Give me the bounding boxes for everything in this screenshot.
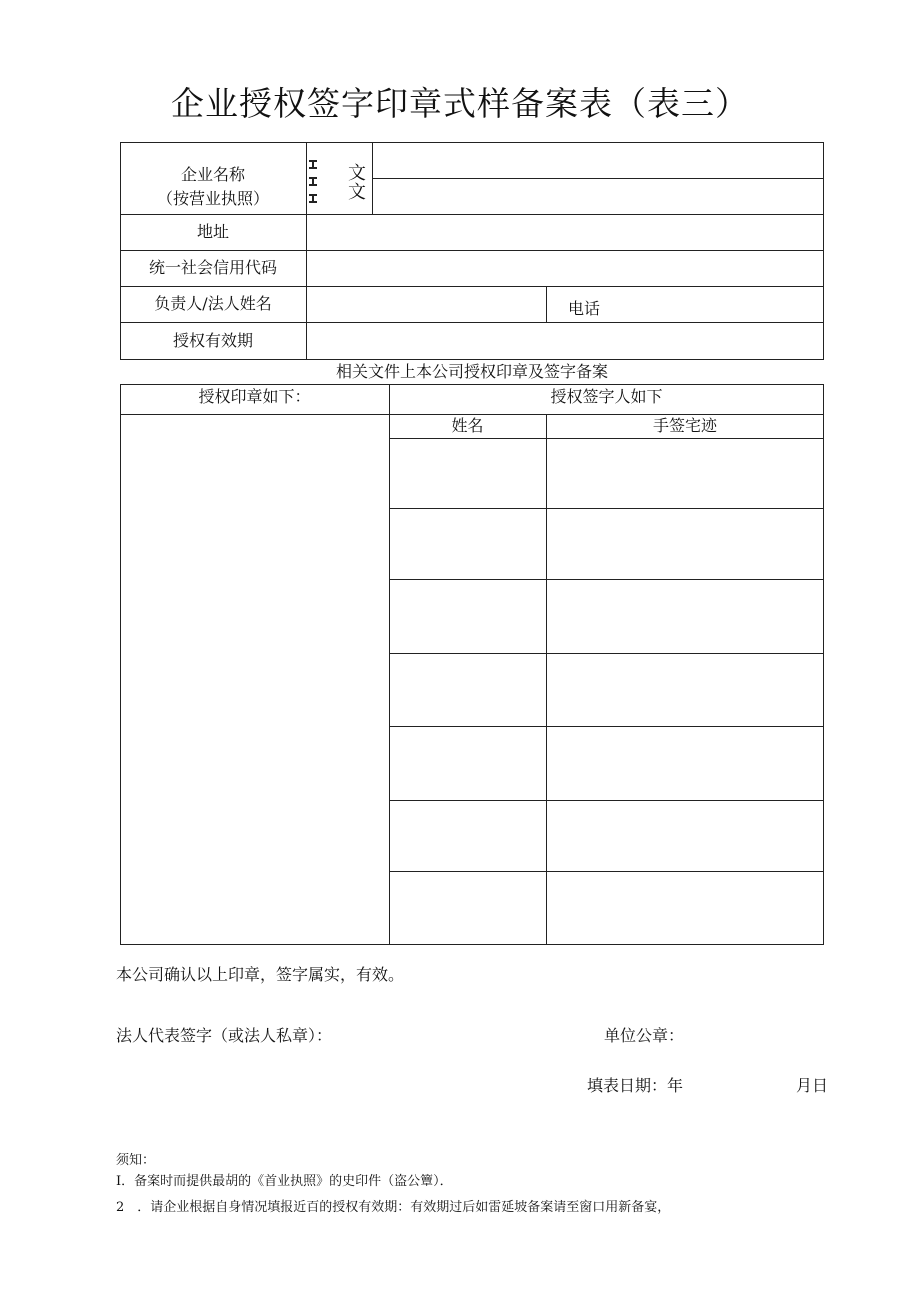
note-item: I．备案时而提供最胡的《首业执照》的史印件（盗公簟）． — [116, 1174, 453, 1189]
company-name-label-line2: （按营业执照） — [156, 189, 269, 208]
signature-cell[interactable] — [547, 872, 823, 944]
signer-name-cell[interactable] — [390, 580, 546, 653]
signature-cell[interactable] — [547, 580, 823, 653]
language-label — [346, 164, 368, 202]
person-field[interactable] — [307, 287, 546, 322]
signer-name-col-header: 姓名 — [451, 416, 484, 435]
address-field[interactable] — [307, 215, 823, 250]
validity-field[interactable] — [307, 323, 823, 360]
signer-name-cell[interactable] — [390, 872, 546, 944]
language-label-en: 文 — [348, 182, 366, 203]
phone-label: 电话 — [568, 299, 601, 318]
language-label-cn: 文 — [348, 163, 366, 184]
address-label: 地址 — [196, 222, 229, 241]
fill-date-month-day: 月日 — [796, 1076, 829, 1095]
fill-date-label: 填表日期：年 — [587, 1076, 684, 1095]
legal-rep-signature-label: 法人代表签字（或法人私章）： — [116, 1026, 333, 1045]
notes-title: 须知： — [116, 1153, 156, 1168]
credit-code-field[interactable] — [307, 251, 823, 286]
signer-header: 授权签字人如下 — [550, 387, 663, 406]
company-name-label-line1: 企业名称 — [180, 165, 245, 184]
signature-cell[interactable] — [547, 654, 823, 726]
signature-cell[interactable] — [547, 727, 823, 800]
signer-name-cell[interactable] — [390, 654, 546, 726]
signature-col-header: 手签宅迹 — [652, 416, 717, 435]
signer-name-cell[interactable] — [390, 439, 546, 508]
unit-seal-label: 单位公章： — [604, 1026, 685, 1045]
validity-label: 授权有效期 — [172, 331, 253, 350]
company-name-cn-field[interactable] — [373, 143, 823, 178]
person-label: 负责人/法人姓名 — [154, 294, 272, 313]
signature-cell[interactable] — [547, 801, 823, 871]
seal-area[interactable] — [121, 415, 389, 944]
signer-name-cell[interactable] — [390, 727, 546, 800]
company-name-en-field[interactable] — [373, 179, 823, 214]
confirm-text: 本公司确认以上印章，签字属实，有效。 — [116, 965, 405, 984]
note-item: 2 ．请企业根据自身情况填报近百的授权有效期：有效期过后如雷延坡备案请至窗口用新备宴， — [116, 1200, 671, 1215]
signer-name-cell[interactable] — [390, 509, 546, 579]
company-name-label — [120, 160, 306, 214]
section-title: 相关文件上本公司授权印章及签字备案 — [335, 362, 608, 381]
signature-cell[interactable] — [547, 509, 823, 579]
page-title: 企业授权签字印章式样备案表（表三） — [171, 84, 749, 123]
signer-name-cell[interactable] — [390, 801, 546, 871]
language-marks — [309, 160, 317, 204]
signature-cell[interactable] — [547, 439, 823, 508]
seal-header: 授权印章如下： — [198, 387, 311, 406]
credit-code-label: 统一社会信用代码 — [148, 258, 277, 277]
